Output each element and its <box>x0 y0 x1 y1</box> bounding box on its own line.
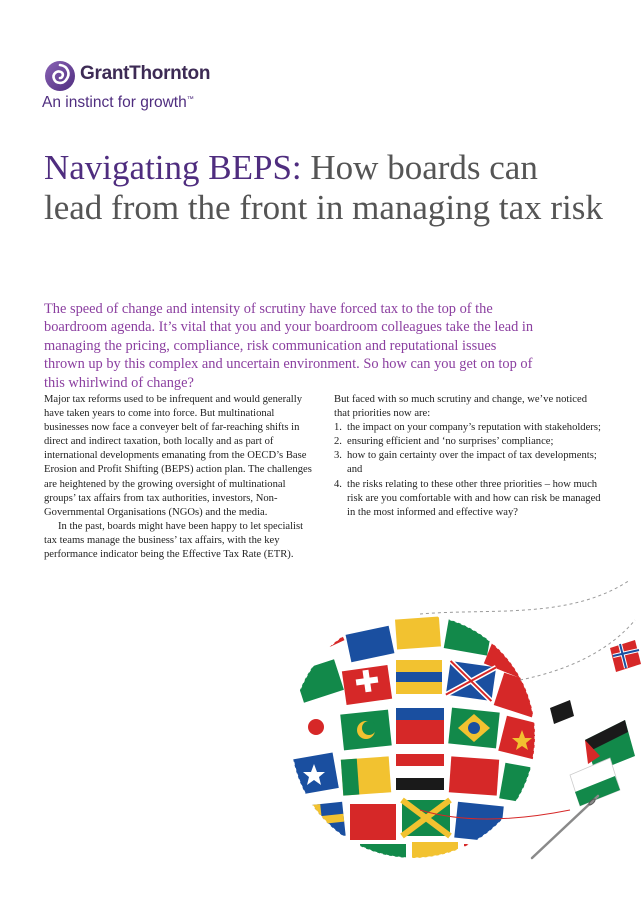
priorities-list <box>334 421 604 520</box>
title-highlight: Navigating BEPS: <box>44 148 302 187</box>
brand-logo <box>42 60 242 120</box>
page-title <box>44 148 604 228</box>
left-paragraph-2: In the past, boards might have been happy to let specialist tax teams manage the business’ tax affairs, with the key performance indicator being the Effective Tax Rate (ETR). <box>44 520 304 561</box>
grant-thornton-mark-icon <box>44 60 76 92</box>
right-lead-paragraph: But faced with so much scrutiny and change, we’ve noticed that priorities now are: <box>334 394 587 420</box>
brand-name: GrantThornton <box>80 63 211 84</box>
right-column <box>334 393 604 520</box>
list-item: 4. the risks relating to these other three priorities – how much risk are you comfortable with and how can risk be managed in the most informed and effective way? <box>334 478 601 518</box>
title-rest: How boards can lead from the front in managing tax risk <box>44 148 603 227</box>
list-item: 1. the impact on your company’s reputation with stakeholders; <box>334 422 601 434</box>
left-paragraph-1: Major tax reforms used to be infrequent and would generally have taken years to come into force. But multinational businesses now face a conveyer belt of far-reaching shifts in direct and indirect taxation, both locally and as part of international developments emanating from the OECD’s Base Erosion and Profit Shifting (BEPS) action plan. The challenges are heightened by the growing oversight of multinational groups’ tax affairs from tax authorities, investors, Non-Governmental Organisations (NGOs) and the media. <box>44 394 312 518</box>
intro-paragraph: The speed of change and intensity of scrutiny have forced tax to the top of the boardroom agenda. It’s vital that you and your boardroom colleagues take the lead in managing the pricing, compliance, risk communication and reputational issues thrown up by this complex and uncertain environment. So how can you get on top of this whirlwind of change? <box>44 301 534 391</box>
brand-tagline: An instinct for growth™ <box>42 94 194 111</box>
list-item: 3. how to gain certainty over the impact of tax developments; and <box>334 450 597 476</box>
left-column <box>44 393 312 562</box>
list-item: 2. ensuring efficient and ‘no surprises’ compliance; <box>334 436 554 448</box>
flag-globe-illustration <box>270 560 641 908</box>
